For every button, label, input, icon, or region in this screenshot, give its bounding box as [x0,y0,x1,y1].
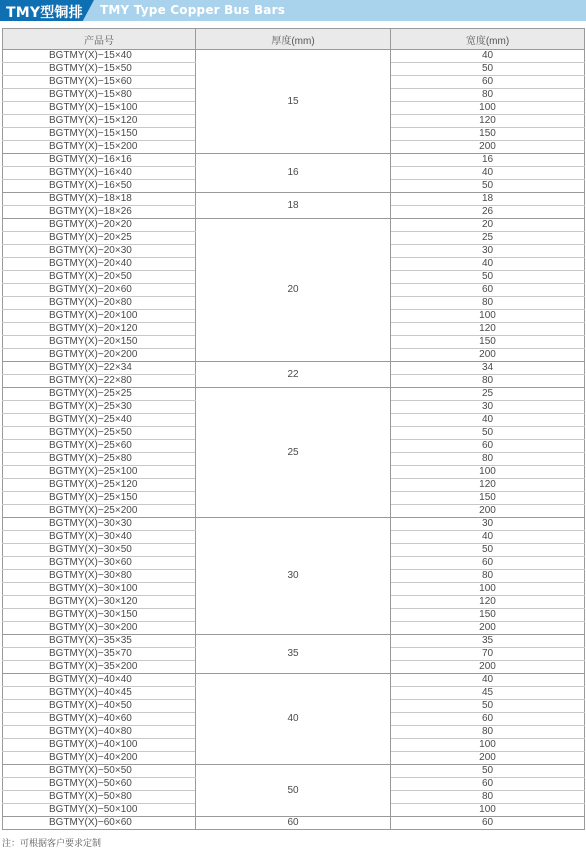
table-row [3,765,585,778]
width-cell: 200 [391,661,585,674]
spec-table [2,28,585,830]
width-cell: 20 [391,219,585,232]
width-cell: 150 [391,336,585,349]
product-number-cell: BGTMY(X)−15×200 [3,141,196,154]
width-cell: 50 [391,427,585,440]
width-cell: 60 [391,557,585,570]
width-cell: 40 [391,258,585,271]
thickness-cell: 15 [196,50,391,154]
product-number-cell: BGTMY(X)−30×50 [3,544,196,557]
width-cell: 40 [391,674,585,687]
product-number-cell: BGTMY(X)−35×35 [3,635,196,648]
width-cell: 120 [391,479,585,492]
width-cell: 70 [391,648,585,661]
width-cell: 34 [391,362,585,375]
width-cell: 60 [391,76,585,89]
product-number-cell: BGTMY(X)−18×26 [3,206,196,219]
table-row [3,219,585,232]
product-number-cell: BGTMY(X)−40×80 [3,726,196,739]
product-number-cell: BGTMY(X)−40×100 [3,739,196,752]
width-cell: 50 [391,765,585,778]
product-number-cell: BGTMY(X)−25×60 [3,440,196,453]
width-cell: 60 [391,817,585,830]
table-row [3,635,585,648]
width-cell: 150 [391,128,585,141]
thickness-cell: 16 [196,154,391,193]
product-number-cell: BGTMY(X)−16×50 [3,180,196,193]
width-cell: 150 [391,492,585,505]
width-cell: 120 [391,115,585,128]
product-number-cell: BGTMY(X)−30×80 [3,570,196,583]
product-number-cell: BGTMY(X)−40×45 [3,687,196,700]
table-row [3,193,585,206]
product-number-cell: BGTMY(X)−20×50 [3,271,196,284]
product-number-cell: BGTMY(X)−40×40 [3,674,196,687]
width-cell: 100 [391,310,585,323]
product-number-cell: BGTMY(X)−50×50 [3,765,196,778]
product-number-cell: BGTMY(X)−35×70 [3,648,196,661]
width-cell: 16 [391,154,585,167]
table-header-row [3,29,585,50]
title-banner [0,0,586,21]
width-cell: 120 [391,596,585,609]
product-number-cell: BGTMY(X)−25×50 [3,427,196,440]
product-number-cell: BGTMY(X)−40×50 [3,700,196,713]
table-row [3,362,585,375]
width-cell: 150 [391,609,585,622]
product-number-cell: BGTMY(X)−15×50 [3,63,196,76]
product-number-cell: BGTMY(X)−35×200 [3,661,196,674]
product-number-cell: BGTMY(X)−15×100 [3,102,196,115]
product-number-cell: BGTMY(X)−30×60 [3,557,196,570]
product-number-cell: BGTMY(X)−18×18 [3,193,196,206]
width-cell: 40 [391,167,585,180]
header-width: 宽度(mm) [391,29,585,50]
product-number-cell: BGTMY(X)−25×200 [3,505,196,518]
width-cell: 45 [391,687,585,700]
width-cell: 120 [391,323,585,336]
table-row [3,154,585,167]
width-cell: 80 [391,297,585,310]
width-cell: 60 [391,284,585,297]
product-number-cell: BGTMY(X)−20×25 [3,232,196,245]
width-cell: 100 [391,102,585,115]
width-cell: 200 [391,622,585,635]
product-number-cell: BGTMY(X)−25×30 [3,401,196,414]
table-row [3,817,585,830]
width-cell: 50 [391,180,585,193]
product-number-cell: BGTMY(X)−20×200 [3,349,196,362]
product-number-cell: BGTMY(X)−50×100 [3,804,196,817]
thickness-cell: 35 [196,635,391,674]
width-cell: 30 [391,518,585,531]
product-number-cell: BGTMY(X)−20×150 [3,336,196,349]
footnote: 注：可根据客户要求定制 [2,839,102,849]
width-cell: 50 [391,544,585,557]
product-number-cell: BGTMY(X)−30×40 [3,531,196,544]
width-cell: 80 [391,89,585,102]
width-cell: 25 [391,232,585,245]
product-number-cell: BGTMY(X)−15×120 [3,115,196,128]
header-thickness: 厚度(mm) [196,29,391,50]
thickness-cell: 50 [196,765,391,817]
product-number-cell: BGTMY(X)−15×80 [3,89,196,102]
product-number-cell: BGTMY(X)−40×200 [3,752,196,765]
width-cell: 200 [391,752,585,765]
product-number-cell: BGTMY(X)−16×40 [3,167,196,180]
product-number-cell: BGTMY(X)−25×100 [3,466,196,479]
width-cell: 60 [391,778,585,791]
width-cell: 100 [391,804,585,817]
table-body [3,50,585,830]
product-number-cell: BGTMY(X)−20×40 [3,258,196,271]
width-cell: 18 [391,193,585,206]
width-cell: 200 [391,505,585,518]
thickness-cell: 18 [196,193,391,219]
product-number-cell: BGTMY(X)−20×30 [3,245,196,258]
product-number-cell: BGTMY(X)−25×80 [3,453,196,466]
width-cell: 50 [391,63,585,76]
product-number-cell: BGTMY(X)−20×20 [3,219,196,232]
width-cell: 40 [391,414,585,427]
thickness-cell: 30 [196,518,391,635]
product-number-cell: BGTMY(X)−50×60 [3,778,196,791]
width-cell: 40 [391,50,585,63]
product-number-cell: BGTMY(X)−25×150 [3,492,196,505]
width-cell: 80 [391,570,585,583]
product-number-cell: BGTMY(X)−22×80 [3,375,196,388]
table-row [3,518,585,531]
thickness-cell: 20 [196,219,391,362]
product-number-cell: BGTMY(X)−30×30 [3,518,196,531]
table-row [3,674,585,687]
product-number-cell: BGTMY(X)−22×34 [3,362,196,375]
width-cell: 80 [391,726,585,739]
width-cell: 100 [391,583,585,596]
product-number-cell: BGTMY(X)−16×16 [3,154,196,167]
table-row [3,50,585,63]
product-number-cell: BGTMY(X)−30×150 [3,609,196,622]
product-number-cell: BGTMY(X)−25×40 [3,414,196,427]
width-cell: 25 [391,388,585,401]
width-cell: 60 [391,713,585,726]
thickness-cell: 60 [196,817,391,830]
product-number-cell: BGTMY(X)−15×60 [3,76,196,89]
width-cell: 30 [391,401,585,414]
width-cell: 200 [391,141,585,154]
width-cell: 80 [391,791,585,804]
product-number-cell: BGTMY(X)−20×100 [3,310,196,323]
product-number-cell: BGTMY(X)−50×80 [3,791,196,804]
title-chinese: TMY型铜排 [6,5,83,21]
product-number-cell: BGTMY(X)−15×40 [3,50,196,63]
header-product-no: 产品号 [3,29,196,50]
product-number-cell: BGTMY(X)−20×120 [3,323,196,336]
width-cell: 40 [391,531,585,544]
table-row [3,388,585,401]
thickness-cell: 40 [196,674,391,765]
width-cell: 50 [391,700,585,713]
width-cell: 100 [391,739,585,752]
width-cell: 30 [391,245,585,258]
product-number-cell: BGTMY(X)−30×120 [3,596,196,609]
thickness-cell: 22 [196,362,391,388]
product-number-cell: BGTMY(X)−40×60 [3,713,196,726]
width-cell: 35 [391,635,585,648]
product-number-cell: BGTMY(X)−15×150 [3,128,196,141]
product-number-cell: BGTMY(X)−60×60 [3,817,196,830]
product-number-cell: BGTMY(X)−30×100 [3,583,196,596]
product-number-cell: BGTMY(X)−25×25 [3,388,196,401]
width-cell: 26 [391,206,585,219]
width-cell: 100 [391,466,585,479]
width-cell: 80 [391,453,585,466]
product-number-cell: BGTMY(X)−30×200 [3,622,196,635]
title-english: TMY Type Copper Bus Bars [100,3,286,17]
width-cell: 80 [391,375,585,388]
product-number-cell: BGTMY(X)−20×80 [3,297,196,310]
width-cell: 60 [391,440,585,453]
width-cell: 50 [391,271,585,284]
thickness-cell: 25 [196,388,391,518]
product-number-cell: BGTMY(X)−20×60 [3,284,196,297]
width-cell: 200 [391,349,585,362]
product-number-cell: BGTMY(X)−25×120 [3,479,196,492]
